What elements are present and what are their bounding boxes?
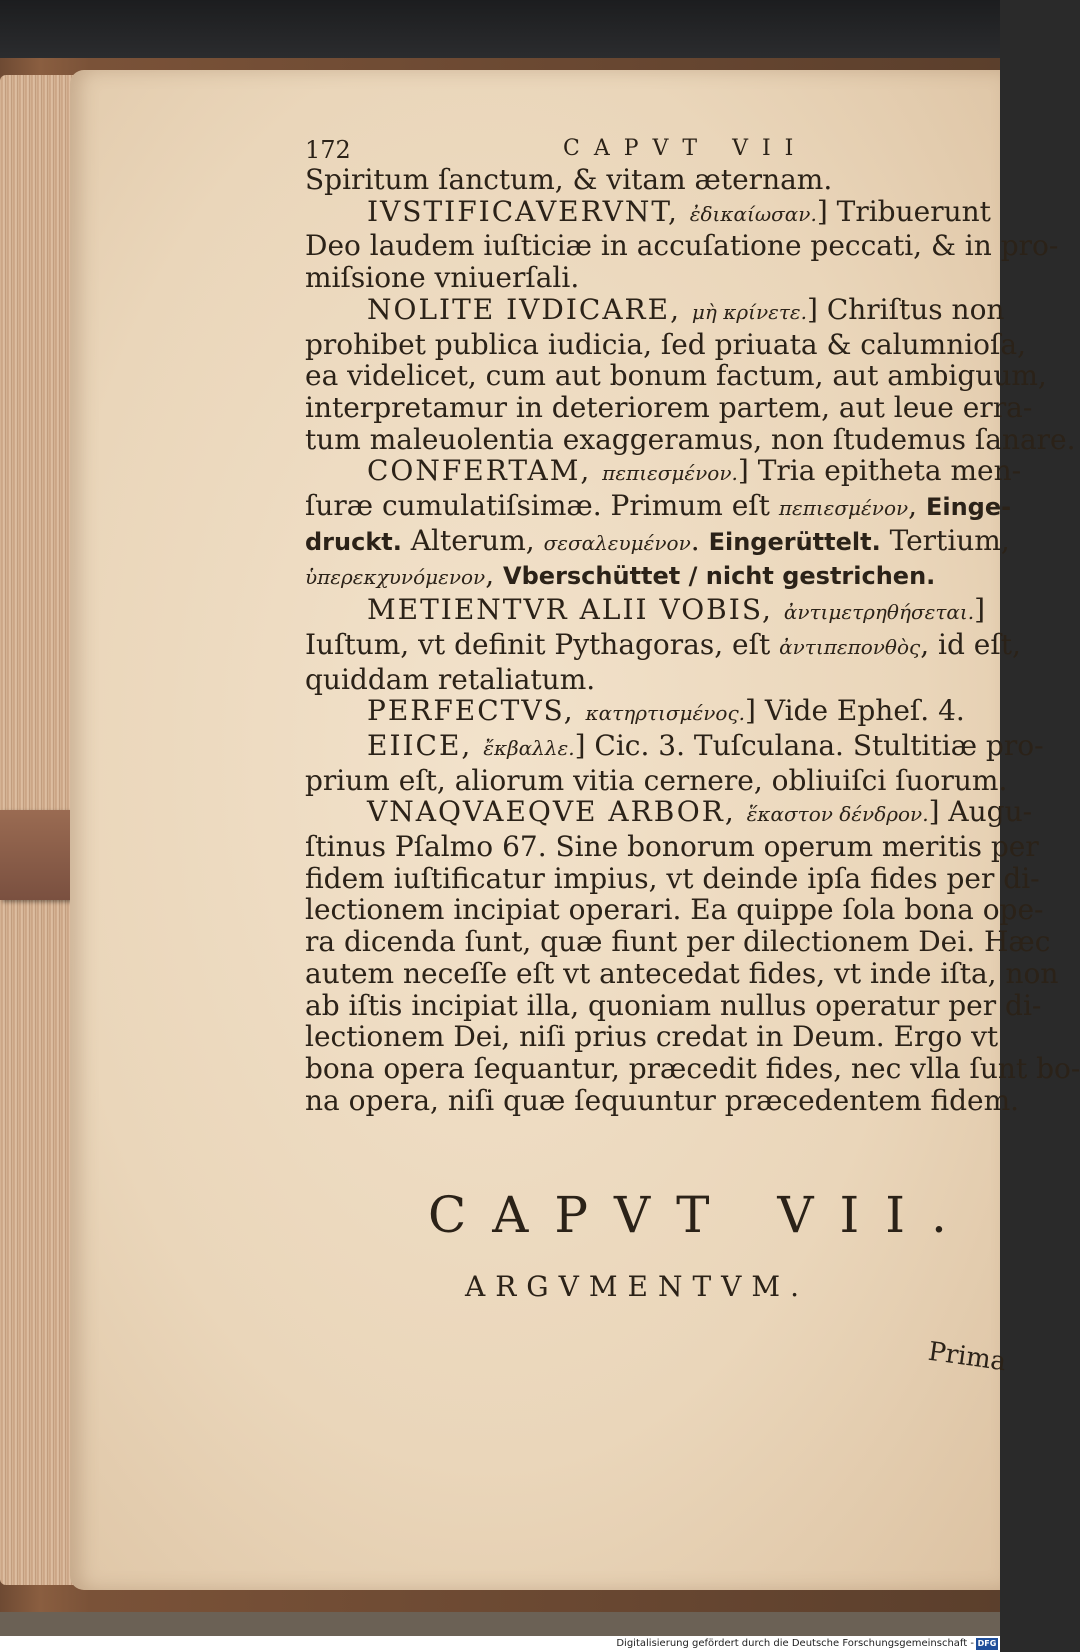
text-run: ] Tria epitheta men- [737,454,1022,488]
text-line [305,327,1026,361]
text-run: quiddam retaliatum. [305,662,596,696]
text-line [305,489,1012,525]
text-run: autem neceſſe eſt vt antecedat fides, vt inde iſta, non [305,956,1059,990]
text-run: Tertium, [880,523,1010,557]
text-run: Deo laudem iuſticiæ in accuſatione peccati, & in pro- [305,229,1059,263]
text-line [305,559,985,594]
greek-text: ἔκβαλλε. [483,735,575,760]
text-run: ] Chriſtus non [807,292,1005,326]
text-line [305,1020,999,1054]
running-head [305,130,985,164]
text-run: Spiritum ſanctum, & vitam æternam. [305,163,833,196]
text-run: ] Tribuerunt [816,194,991,228]
text-run: ] Vide Epheſ. 4. [745,694,965,728]
running-head-title: CAPVT VII [563,136,808,161]
greek-text: ὑπερεκχυνόμενον [305,565,486,590]
text-run: ſuræ cumulatiſsimæ. Primum eſt [305,489,779,523]
scan-background-bottom [0,1612,1000,1638]
greek-text: κατηρτισμένος. [585,701,746,726]
footer-credit: Digitalisierung gefördert durch die Deutsche Forschungsgemeinschaft - [616,1638,974,1649]
text-line [305,523,1010,560]
text-run: bona opera ſequantur, præcedit fides, nec vlla ſunt bo- [305,1051,1080,1085]
text-run: ſtinus Pſalmo 67. Sine bonorum operum meritis per [305,830,1039,864]
text-line [305,422,1076,456]
greek-text: σεσαλευμένον [543,530,691,555]
page-number: 172 [305,136,351,164]
text-run: , [908,489,926,523]
dfg-logo: DFG [977,1639,997,1648]
text-line [305,956,1059,990]
text-run: prium eſt, aliorum vitia cernere, obliuiſci ſuorum. [305,763,1008,797]
greek-text: πεπιεσμένον [778,496,909,521]
text-run: lectionem Dei, niſi prius credat in Deum. Ergo vt [305,1020,999,1054]
greek-text: ἀντιμετρηθήσεται. [783,600,975,625]
greek-text: ἕκαστον δένδρον. [746,802,929,827]
text-line [305,229,1059,263]
lemma: PERFECTVS, [367,694,586,728]
body-text [305,163,1080,1117]
text-run: ab iſtis incipiat illa, quoniam nullus operatur per di- [305,988,1042,1022]
greek-text: ἀντιπεπονθὸς [779,634,921,659]
lemma: EIICE, [367,728,484,762]
text-line [305,164,985,196]
text-line [305,763,1008,797]
text-line [305,795,1033,831]
text-line [305,925,1051,959]
text-line [305,695,985,730]
greek-text: μὴ κρίνετε. [691,299,807,324]
text-run: ea videlicet, cum aut bonum factum, aut ambiguum, [305,359,1047,393]
text-run: ] Augu- [928,795,1033,829]
text-line [305,893,1044,927]
text-run: interpretamur in deteriorem partem, aut leue erra- [305,390,1033,424]
text-line [305,390,1033,424]
text-line [305,194,991,231]
text-line [305,728,1044,765]
text-run: ra dicenda ſunt, quæ fiunt per dilectionem Dei. Hæc [305,925,1051,959]
text-line [305,1051,1080,1085]
chapter-subtitle: ARGVMENTVM. [465,1270,809,1303]
text-line [305,627,1021,664]
text-run: ] Cic. 3. Tuſculana. Stultitiæ pro- [574,728,1044,762]
german-gloss: Eingerüttelt. [708,527,881,556]
german-gloss: Einge- [925,493,1012,522]
text-line [305,861,1040,895]
text-line [305,292,1005,329]
text-run: lectionem incipiat operari. Ea quippe ſola bona ope- [305,893,1044,927]
text-run: Iuſtum, vt definit Pythagoras, eſt [305,627,780,661]
text-run: , [485,558,504,592]
text-line [305,359,1047,393]
text-run: ] [974,593,986,627]
text-run: Alterum, [401,523,544,557]
text-run: na opera, niſi quæ ſequuntur præcedentem fidem. [305,1083,1020,1117]
text-run: miſsione vniuerſali. [305,261,580,295]
text-run: prohibet publica iudicia, ſed priuata & calumnioſa, [305,327,1026,361]
lemma: METIENTVR ALII VOBIS, [367,593,784,627]
text-line [305,664,985,696]
text-run: tum maleuolentia exaggeramus, non ſtudemus ſanare. [305,422,1076,456]
digitization-footer [0,1636,1000,1652]
german-gloss: Vberschüttet / nicht gestrichen. [503,562,936,591]
lemma: VNAQVAEQVE ARBOR, [367,795,747,829]
german-gloss: druckt. [305,527,402,556]
text-run: fidem iuſtificatur impius, vt deinde ipſa fides per di- [305,861,1040,895]
text-line [305,262,985,294]
lemma: CONFERTAM, [367,454,603,488]
lemma: IVSTIFICAVERVNT, [367,194,690,228]
text-run: , id eſt, [920,627,1021,661]
text-line [305,988,1042,1022]
greek-text: ἐδικαίωσαν. [689,201,817,226]
text-line [305,1083,1020,1117]
chapter-title: CAPVT VII. [428,1186,973,1244]
greek-text: πεπιεσμένον. [602,461,738,486]
catchword: Prima [926,1336,1009,1378]
text-line [305,830,1039,864]
text-line [305,454,1022,490]
text-line [305,594,985,629]
text-run: . [690,523,709,557]
page-content [305,130,1080,1117]
lemma: NOLITE IVDICARE, [367,292,692,326]
